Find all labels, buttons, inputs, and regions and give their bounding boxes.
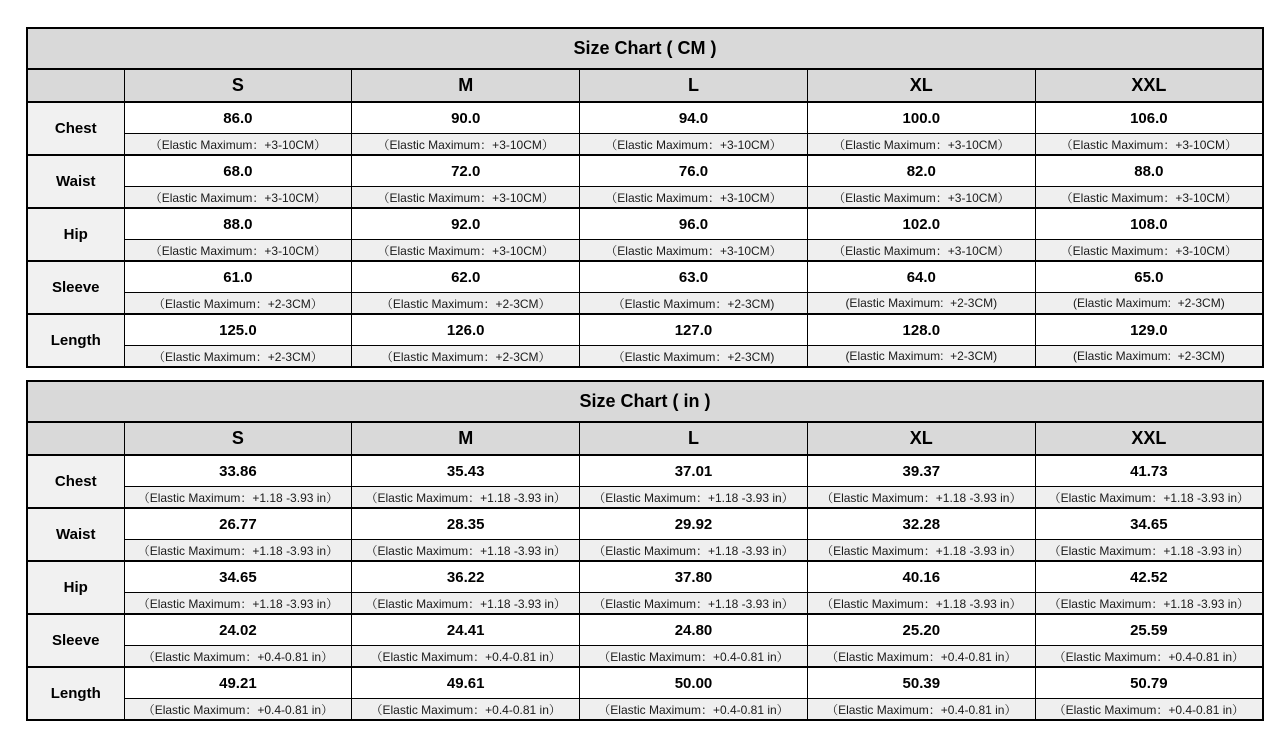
size-chart-cm-table xyxy=(26,27,1264,368)
value-cell: 129.0 xyxy=(1035,314,1263,346)
elastic-note-cell: （Elastic Maximum：+1.18 -3.93 in） xyxy=(807,540,1035,562)
elastic-note-row xyxy=(27,240,1263,262)
value-cell: 28.35 xyxy=(352,508,580,540)
value-cell: 126.0 xyxy=(352,314,580,346)
measurement-row xyxy=(27,667,1263,699)
value-cell: 35.43 xyxy=(352,455,580,487)
value-cell: 127.0 xyxy=(580,314,808,346)
size-header-row xyxy=(27,422,1263,455)
elastic-note-cell: (Elastic Maximum: +2-3CM) xyxy=(807,346,1035,368)
measurement-row xyxy=(27,561,1263,593)
elastic-note-cell: （Elastic Maximum：+2-3CM） xyxy=(124,346,352,368)
value-cell: 36.22 xyxy=(352,561,580,593)
row-label-waist: Waist xyxy=(27,155,124,208)
value-cell: 25.20 xyxy=(807,614,1035,646)
size-header-xxl: XXL xyxy=(1035,422,1263,455)
size-chart-in-table xyxy=(26,380,1264,721)
value-cell: 24.80 xyxy=(580,614,808,646)
value-cell: 106.0 xyxy=(1035,102,1263,134)
elastic-note-cell: （Elastic Maximum：+1.18 -3.93 in） xyxy=(352,540,580,562)
value-cell: 92.0 xyxy=(352,208,580,240)
table-body xyxy=(27,381,1263,720)
elastic-note-cell: （Elastic Maximum：+0.4-0.81 in） xyxy=(580,646,808,668)
measurement-row xyxy=(27,508,1263,540)
elastic-note-row xyxy=(27,346,1263,368)
value-cell: 82.0 xyxy=(807,155,1035,187)
value-cell: 128.0 xyxy=(807,314,1035,346)
elastic-note-cell: （Elastic Maximum：+3-10CM） xyxy=(807,187,1035,209)
row-label-length: Length xyxy=(27,314,124,367)
row-label-hip: Hip xyxy=(27,561,124,614)
value-cell: 64.0 xyxy=(807,261,1035,293)
elastic-note-cell: （Elastic Maximum：+3-10CM） xyxy=(124,187,352,209)
value-cell: 63.0 xyxy=(580,261,808,293)
value-cell: 24.02 xyxy=(124,614,352,646)
size-header-s: S xyxy=(124,422,352,455)
value-cell: 49.21 xyxy=(124,667,352,699)
row-label-chest: Chest xyxy=(27,455,124,508)
value-cell: 88.0 xyxy=(124,208,352,240)
value-cell: 37.01 xyxy=(580,455,808,487)
elastic-note-cell: （Elastic Maximum：+1.18 -3.93 in） xyxy=(580,540,808,562)
elastic-note-cell: （Elastic Maximum：+3-10CM） xyxy=(580,187,808,209)
elastic-note-cell: （Elastic Maximum：+3-10CM） xyxy=(807,134,1035,156)
row-label-chest: Chest xyxy=(27,102,124,155)
elastic-note-cell: （Elastic Maximum：+2-3CM) xyxy=(580,293,808,315)
size-header-l: L xyxy=(580,69,808,102)
measurement-row xyxy=(27,314,1263,346)
elastic-note-row xyxy=(27,593,1263,615)
value-cell: 50.00 xyxy=(580,667,808,699)
value-cell: 61.0 xyxy=(124,261,352,293)
value-cell: 72.0 xyxy=(352,155,580,187)
elastic-note-row xyxy=(27,540,1263,562)
value-cell: 41.73 xyxy=(1035,455,1263,487)
elastic-note-cell: （Elastic Maximum：+3-10CM） xyxy=(352,187,580,209)
size-header-xl: XL xyxy=(807,69,1035,102)
table-title: Size Chart ( CM ) xyxy=(27,28,1263,69)
elastic-note-cell: （Elastic Maximum：+2-3CM） xyxy=(124,293,352,315)
title-row xyxy=(27,28,1263,69)
value-cell: 50.79 xyxy=(1035,667,1263,699)
elastic-note-cell: （Elastic Maximum：+3-10CM） xyxy=(124,134,352,156)
elastic-note-cell: （Elastic Maximum：+1.18 -3.93 in） xyxy=(124,540,352,562)
corner-cell xyxy=(27,69,124,102)
elastic-note-cell: (Elastic Maximum: +2-3CM) xyxy=(1035,346,1263,368)
elastic-note-cell: （Elastic Maximum：+1.18 -3.93 in） xyxy=(352,593,580,615)
corner-cell xyxy=(27,422,124,455)
value-cell: 29.92 xyxy=(580,508,808,540)
elastic-note-row xyxy=(27,293,1263,315)
size-header-s: S xyxy=(124,69,352,102)
value-cell: 88.0 xyxy=(1035,155,1263,187)
elastic-note-cell: （Elastic Maximum：+0.4-0.81 in） xyxy=(1035,699,1263,721)
value-cell: 33.86 xyxy=(124,455,352,487)
elastic-note-row xyxy=(27,487,1263,509)
elastic-note-cell: （Elastic Maximum：+1.18 -3.93 in） xyxy=(124,593,352,615)
value-cell: 125.0 xyxy=(124,314,352,346)
elastic-note-row xyxy=(27,699,1263,721)
value-cell: 39.37 xyxy=(807,455,1035,487)
measurement-row xyxy=(27,455,1263,487)
size-header-row xyxy=(27,69,1263,102)
size-header-xl: XL xyxy=(807,422,1035,455)
value-cell: 34.65 xyxy=(124,561,352,593)
measurement-row xyxy=(27,208,1263,240)
elastic-note-cell: （Elastic Maximum：+1.18 -3.93 in） xyxy=(352,487,580,509)
value-cell: 49.61 xyxy=(352,667,580,699)
value-cell: 26.77 xyxy=(124,508,352,540)
measurement-row xyxy=(27,155,1263,187)
elastic-note-cell: （Elastic Maximum：+3-10CM） xyxy=(580,134,808,156)
value-cell: 50.39 xyxy=(807,667,1035,699)
elastic-note-cell: （Elastic Maximum：+1.18 -3.93 in） xyxy=(1035,540,1263,562)
elastic-note-cell: （Elastic Maximum：+0.4-0.81 in） xyxy=(124,646,352,668)
measurement-row xyxy=(27,261,1263,293)
row-label-sleeve: Sleeve xyxy=(27,614,124,667)
elastic-note-cell: （Elastic Maximum：+2-3CM) xyxy=(580,346,808,368)
elastic-note-cell: （Elastic Maximum：+3-10CM） xyxy=(1035,134,1263,156)
elastic-note-cell: （Elastic Maximum：+1.18 -3.93 in） xyxy=(807,593,1035,615)
measurement-row xyxy=(27,614,1263,646)
value-cell: 100.0 xyxy=(807,102,1035,134)
value-cell: 90.0 xyxy=(352,102,580,134)
elastic-note-cell: （Elastic Maximum：+1.18 -3.93 in） xyxy=(580,487,808,509)
elastic-note-cell: （Elastic Maximum：+0.4-0.81 in） xyxy=(352,699,580,721)
elastic-note-cell: （Elastic Maximum：+3-10CM） xyxy=(807,240,1035,262)
elastic-note-row xyxy=(27,646,1263,668)
elastic-note-cell: (Elastic Maximum: +2-3CM) xyxy=(1035,293,1263,315)
table-title: Size Chart ( in ) xyxy=(27,381,1263,422)
size-header-l: L xyxy=(580,422,808,455)
value-cell: 76.0 xyxy=(580,155,808,187)
elastic-note-cell: （Elastic Maximum：+0.4-0.81 in） xyxy=(352,646,580,668)
size-header-m: M xyxy=(352,422,580,455)
value-cell: 62.0 xyxy=(352,261,580,293)
value-cell: 68.0 xyxy=(124,155,352,187)
elastic-note-cell: （Elastic Maximum：+2-3CM） xyxy=(352,293,580,315)
size-charts-container xyxy=(26,27,1264,721)
size-header-m: M xyxy=(352,69,580,102)
elastic-note-cell: （Elastic Maximum：+3-10CM） xyxy=(124,240,352,262)
elastic-note-cell: （Elastic Maximum：+0.4-0.81 in） xyxy=(807,699,1035,721)
elastic-note-cell: （Elastic Maximum：+0.4-0.81 in） xyxy=(807,646,1035,668)
row-label-waist: Waist xyxy=(27,508,124,561)
elastic-note-cell: （Elastic Maximum：+0.4-0.81 in） xyxy=(124,699,352,721)
value-cell: 24.41 xyxy=(352,614,580,646)
value-cell: 102.0 xyxy=(807,208,1035,240)
table-body xyxy=(27,28,1263,367)
elastic-note-cell: （Elastic Maximum：+0.4-0.81 in） xyxy=(580,699,808,721)
value-cell: 94.0 xyxy=(580,102,808,134)
elastic-note-cell: （Elastic Maximum：+2-3CM） xyxy=(352,346,580,368)
elastic-note-cell: （Elastic Maximum：+3-10CM） xyxy=(352,240,580,262)
elastic-note-cell: （Elastic Maximum：+0.4-0.81 in） xyxy=(1035,646,1263,668)
value-cell: 25.59 xyxy=(1035,614,1263,646)
value-cell: 40.16 xyxy=(807,561,1035,593)
elastic-note-cell: （Elastic Maximum：+3-10CM） xyxy=(1035,187,1263,209)
elastic-note-cell: （Elastic Maximum：+3-10CM） xyxy=(1035,240,1263,262)
title-row xyxy=(27,381,1263,422)
measurement-row xyxy=(27,102,1263,134)
value-cell: 42.52 xyxy=(1035,561,1263,593)
elastic-note-cell: （Elastic Maximum：+1.18 -3.93 in） xyxy=(124,487,352,509)
row-label-length: Length xyxy=(27,667,124,720)
value-cell: 32.28 xyxy=(807,508,1035,540)
elastic-note-row xyxy=(27,187,1263,209)
elastic-note-cell: （Elastic Maximum：+3-10CM） xyxy=(580,240,808,262)
elastic-note-cell: （Elastic Maximum：+1.18 -3.93 in） xyxy=(1035,593,1263,615)
size-header-xxl: XXL xyxy=(1035,69,1263,102)
elastic-note-cell: （Elastic Maximum：+3-10CM） xyxy=(352,134,580,156)
value-cell: 86.0 xyxy=(124,102,352,134)
elastic-note-cell: (Elastic Maximum: +2-3CM) xyxy=(807,293,1035,315)
value-cell: 96.0 xyxy=(580,208,808,240)
elastic-note-row xyxy=(27,134,1263,156)
row-label-hip: Hip xyxy=(27,208,124,261)
elastic-note-cell: （Elastic Maximum：+1.18 -3.93 in） xyxy=(580,593,808,615)
elastic-note-cell: （Elastic Maximum：+1.18 -3.93 in） xyxy=(1035,487,1263,509)
elastic-note-cell: （Elastic Maximum：+1.18 -3.93 in） xyxy=(807,487,1035,509)
row-label-sleeve: Sleeve xyxy=(27,261,124,314)
value-cell: 108.0 xyxy=(1035,208,1263,240)
value-cell: 37.80 xyxy=(580,561,808,593)
value-cell: 65.0 xyxy=(1035,261,1263,293)
value-cell: 34.65 xyxy=(1035,508,1263,540)
